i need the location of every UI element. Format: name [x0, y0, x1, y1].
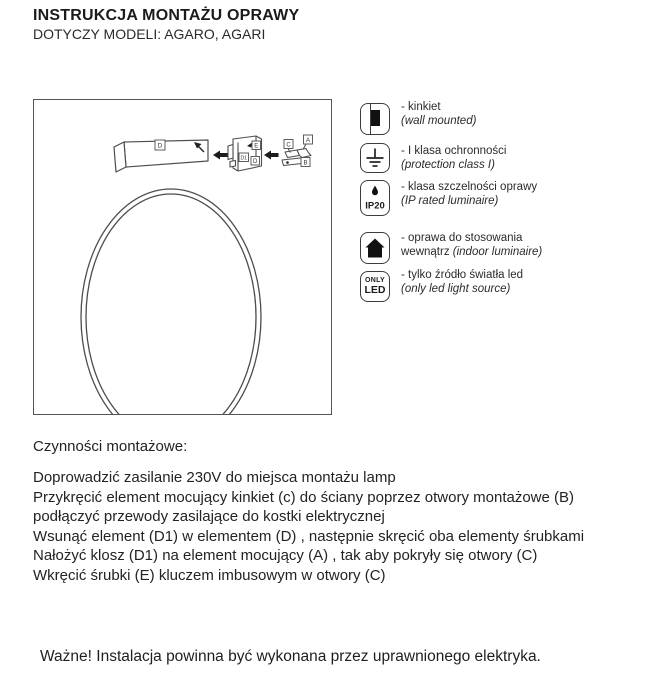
step-line: Nałożyć klosz (D1) na element mocujący (A) , tak aby pokryły się otwory (C) — [33, 547, 538, 564]
label-box-b — [301, 158, 310, 167]
label-box-c — [284, 140, 293, 149]
label-box-a — [304, 135, 313, 144]
ip-rating-label: - klasa szczelności oprawy (IP rated luminaire) — [401, 181, 538, 207]
svg-text:E: E — [254, 143, 259, 150]
assembly-diagram — [33, 99, 332, 415]
svg-text:C: C — [286, 142, 291, 149]
page-title: INSTRUKCJA MONTAŻU OPRAWY — [33, 7, 300, 24]
only-led-label: - tylko źródło światła led (only led light source) — [401, 269, 524, 295]
label-box-d2 — [251, 157, 260, 166]
instructions-steps — [33, 468, 584, 585]
indoor-house-icon — [360, 232, 390, 264]
label-box-e — [252, 141, 261, 150]
svg-text:D: D — [253, 159, 258, 166]
assembly-diagram-svg — [34, 100, 331, 414]
step-line: Doprowadzić zasilanie 230V do miejsca montażu lamp — [33, 469, 396, 486]
earth-ground-icon — [360, 143, 390, 173]
assembly-arrow-left-2 — [264, 151, 279, 160]
step-line: Wkręcić śrubki (E) kluczem imbusowym w otwory (C) — [33, 566, 386, 584]
page-subtitle: DOTYCZY MODELI: AGARO, AGARI — [33, 26, 266, 42]
svg-text:D1: D1 — [240, 155, 247, 162]
svg-text:IP20: IP20 — [365, 200, 385, 212]
mounting-hole — [286, 161, 289, 164]
only-led-icon: ONLY LED — [360, 271, 390, 302]
svg-text:D: D — [157, 142, 163, 150]
wall-mounted-label: - kinkiet (wall mounted) — [401, 101, 477, 127]
ip20-droplet-icon — [360, 180, 390, 216]
indoor-luminaire-label: - oprawa do stosowania wewnątrz (indoor luminaire) — [401, 232, 543, 258]
warning-text: Ważne! Instalacja powinna być wykonana przez uprawnionego elektryka. — [40, 648, 541, 665]
assembly-arrow-left-1 — [213, 151, 228, 160]
label-box-d1 — [239, 153, 249, 162]
header — [33, 7, 299, 42]
step-line: Wsunąć element (D1) w elementem (D) , następnie skręcić oba elementy śrubkami — [33, 527, 585, 545]
wall-mounted-icon — [360, 103, 390, 135]
protection-class-label: - I klasa ochronności (protection class I) — [401, 145, 507, 171]
step-line: Przykręcić element mocujący kinkiet (c) do ściany poprzez otwory montażowe (B) — [33, 488, 575, 506]
lamp-ring — [81, 189, 261, 414]
svg-text:A: A — [305, 137, 311, 144]
lamp-body-rect — [371, 110, 380, 126]
label-box-d-on-lamp — [155, 140, 165, 150]
instructions-heading: Czynności montażowe: — [33, 438, 188, 455]
step-line: podłączyć przewody zasilające do kostki elektrycznej — [33, 508, 385, 525]
svg-text:B: B — [303, 160, 308, 167]
